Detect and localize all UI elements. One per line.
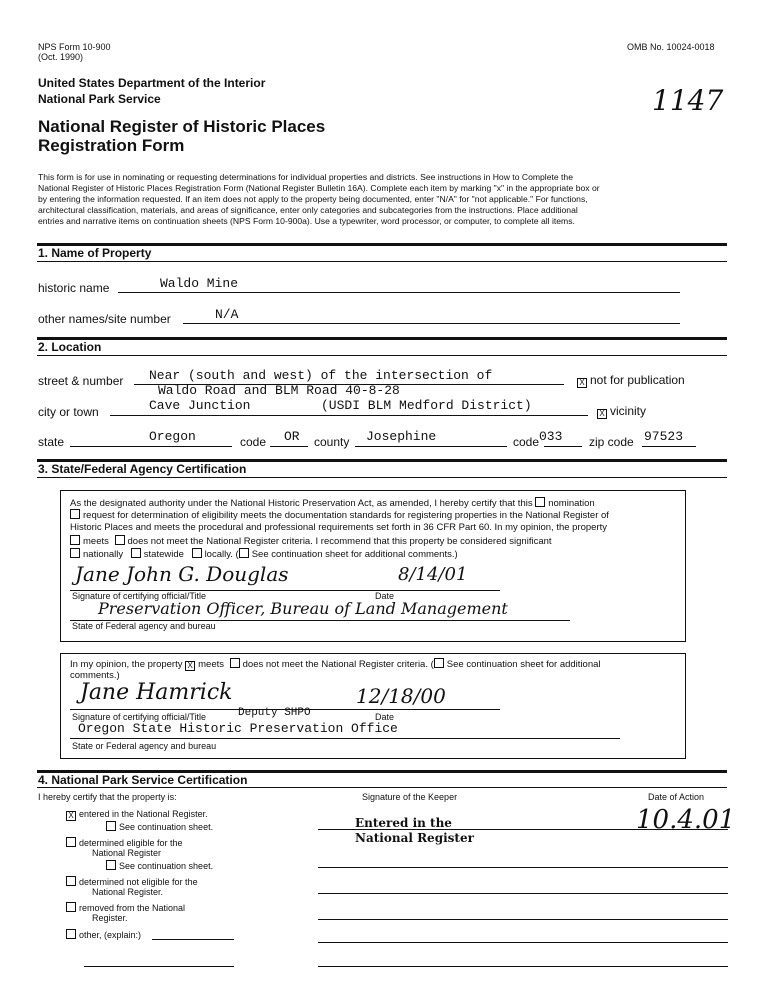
action-date-value: 10.4.01 [636,805,736,835]
zip-value[interactable]: 97523 [644,429,684,444]
keeper-line [318,829,728,830]
opinion-meets-checkbox[interactable]: X [185,661,195,671]
form-subtitle: Registration Form [38,136,185,155]
statewide-label: statewide [143,549,184,560]
entered-label: entered in the National Register. [79,809,208,819]
cert-text: request for determination of eligibility meets the documentation standards for registering properties in the National Register of [83,510,609,521]
signature-2: Jane Hamrick [80,680,233,705]
not-for-publication[interactable] [577,373,685,388]
removed-checkbox[interactable] [66,902,76,912]
signature-2-label: Signature of certifying official/Title [72,712,207,722]
other-checkbox[interactable] [66,929,76,939]
street-value-line1[interactable]: Near (south and west) of the intersection of [149,368,493,383]
eligible-label-2: National Register [92,848,162,858]
opinion-text: In my opinion, the property [70,659,183,670]
county-code-label: code [513,435,540,449]
locally-label: locally. ( [204,549,239,560]
continuation-2-checkbox[interactable] [106,860,116,870]
cert-line-2 [70,509,609,523]
entered-stamp-line2: National Register [355,831,474,845]
state-code-value[interactable]: OR [284,429,300,444]
removed-label-2: Register. [92,913,128,923]
vicinity-checkbox[interactable]: X [597,409,607,419]
zip-label: zip code [589,435,634,449]
nomination-checkbox[interactable] [535,497,545,507]
section-rule [37,355,727,356]
see-continuation-1[interactable] [106,821,213,832]
nationally-checkbox[interactable] [70,548,80,558]
county-label: county [314,435,350,449]
historic-name-label: historic name [38,281,110,295]
vicinity-label: vicinity [610,404,647,418]
entered-stamp-line1: Entered in the [355,816,452,830]
opinion-continuation-text: See continuation sheet for additional [446,659,601,670]
signature-1-date: 8/14/01 [398,564,468,585]
omb-number: OMB No. 10024-0018 [627,42,715,52]
nomination-label: nomination [548,498,595,509]
agency-1-value: Preservation Officer, Bureau of Land Management [98,599,508,618]
form-title: National Register of Historic Places [38,117,326,136]
date-2-label: Date [375,712,395,722]
department: United States Department of the Interior [38,76,266,90]
field-line [70,446,232,447]
field-line [642,446,696,447]
continuation-checkbox[interactable] [239,548,249,558]
section-4-title: 4. National Park Service Certification [38,773,248,787]
handwritten-reference: 1147 [652,84,724,117]
section-rule [37,787,727,788]
cert-line-5 [70,548,458,562]
field-line [70,738,620,739]
agency-2-label: State or Federal agency and bureau [72,741,217,751]
state-value[interactable]: Oregon [149,429,196,444]
county-value[interactable]: Josephine [366,429,437,444]
not-eligible-label: determined not eligible for the [79,877,198,887]
request-checkbox[interactable] [70,509,80,519]
not-eligible-label-2: National Register. [92,887,164,897]
county-code-value[interactable]: 033 [539,429,563,444]
other-names-label: other names/site number [38,312,171,326]
keeper-line [318,893,728,894]
eligible-checkbox[interactable] [66,837,76,847]
vicinity[interactable] [597,404,646,419]
other-label: other, (explain:) [79,930,142,940]
field-line [84,966,234,967]
certify-text: I hereby certify that the property is: [38,792,177,802]
cert-line-4 [70,535,552,549]
locally-checkbox[interactable] [192,548,202,558]
field-line [183,323,680,324]
signature-1: Jane John G. Douglas [75,562,289,586]
date-of-action-label: Date of Action [648,792,705,802]
opinion-continuation-checkbox[interactable] [434,658,444,668]
street-label: street & number [38,374,124,388]
service: National Park Service [38,92,161,106]
state-code-label: code [240,435,267,449]
street-value-line2[interactable]: Waldo Road and BLM Road 40-8-28 [158,383,400,398]
see-continuation-2[interactable] [106,860,213,871]
keeper-label: Signature of the Keeper [362,792,458,802]
date-1-label: Date [375,591,395,601]
section-rule [37,337,727,340]
historic-name-value[interactable]: Waldo Mine [160,276,239,291]
section-rule [37,477,727,478]
city-label: city or town [38,405,99,419]
not-for-publication-checkbox[interactable]: X [577,378,587,388]
instruction-line: by entering the information requested. If an item does not apply to the property being documented, enter "N/A" for "not applicable." For functions, [38,194,588,204]
field-line [544,446,582,447]
field-line [355,446,507,447]
not-eligible-option[interactable] [66,876,198,887]
continuation-1-checkbox[interactable] [106,821,116,831]
form-id: NPS Form 10-900 [38,42,111,52]
cert-line-3: Historic Places and meets the procedural and professional requirements set forth in 36 CFR Part 60. In my opinion, the property [70,522,608,533]
eligible-option[interactable] [66,837,183,848]
field-line [118,292,680,293]
removed-label: removed from the National [79,903,186,913]
opinion-meets-label: meets [198,659,224,670]
other-option[interactable] [66,929,141,940]
eligible-label: determined eligible for the [79,838,183,848]
continuation-1-label: See continuation sheet. [119,822,214,832]
instruction-line: National Register of Historic Places Registration Form (National Register Bulletin 16A). Complete each item by marking "x" in the appropriate box or [38,183,600,193]
keeper-line [318,942,728,943]
not-eligible-checkbox[interactable] [66,876,76,886]
signature-2-date: 12/18/00 [356,684,446,708]
entered-option[interactable] [66,809,208,821]
removed-option[interactable] [66,902,185,913]
agency-2-value: Oregon State Historic Preservation Office [78,721,398,736]
signature-1-label: Signature of certifying official/Title [72,591,207,601]
instruction-line: This form is for use in nominating or requesting determinations for individual properties and districts. See instructions in How to Complete the [38,172,573,182]
instruction-line: architectural classification, materials, and areas of significance, enter only categories and subcategories from the instructions. Place additional [38,205,578,215]
meets-label: meets [83,536,109,547]
other-names-value[interactable]: N/A [215,307,239,322]
opinion-line [70,658,601,672]
does-not-meet-text: does not meet the National Register criteria. I recommend that this property be considered significant [127,536,552,547]
continuation-label: See continuation sheet for additional comments.) [251,549,458,560]
city-value[interactable]: Cave Junction [149,398,251,413]
keeper-line [318,919,728,920]
state-label: state [38,435,65,449]
instruction-line: entries and narrative items on continuation sheets (NPS Form 10-900a). Use a typewriter, word processor, or computer, to complete all items. [38,216,575,226]
section-rule [37,261,727,262]
nationally-label: nationally [83,549,124,560]
agency-1-label: State of Federal agency and bureau [72,621,216,631]
cert-text: As the designated authority under the National Historic Preservation Act, as amended, I hereby certify that this [70,498,533,509]
keeper-line [318,867,728,868]
section-2-title: 2. Location [38,340,102,354]
keeper-line [318,966,728,967]
opinion-not-meet-text: does not meet the National Register criteria. ( [242,659,434,670]
field-line [110,415,588,416]
form-date: (Oct. 1990) [38,52,84,62]
does-not-meet-checkbox[interactable] [115,535,125,545]
field-line [270,446,308,447]
meets-checkbox[interactable] [70,535,80,545]
not-for-publication-label: not for publication [590,373,685,387]
section-1-title: 1. Name of Property [38,246,152,260]
statewide-checkbox[interactable] [131,548,141,558]
signature-2-title: Deputy SHPO [238,707,311,719]
entered-checkbox[interactable]: X [66,811,76,821]
city-note: (USDI BLM Medford District) [321,398,532,413]
continuation-2-label: See continuation sheet. [119,861,214,871]
opinion-not-meet-checkbox[interactable] [230,658,240,668]
comments-label: comments.) [70,670,120,681]
section-3-title: 3. State/Federal Agency Certification [38,462,247,476]
field-line [152,939,234,940]
